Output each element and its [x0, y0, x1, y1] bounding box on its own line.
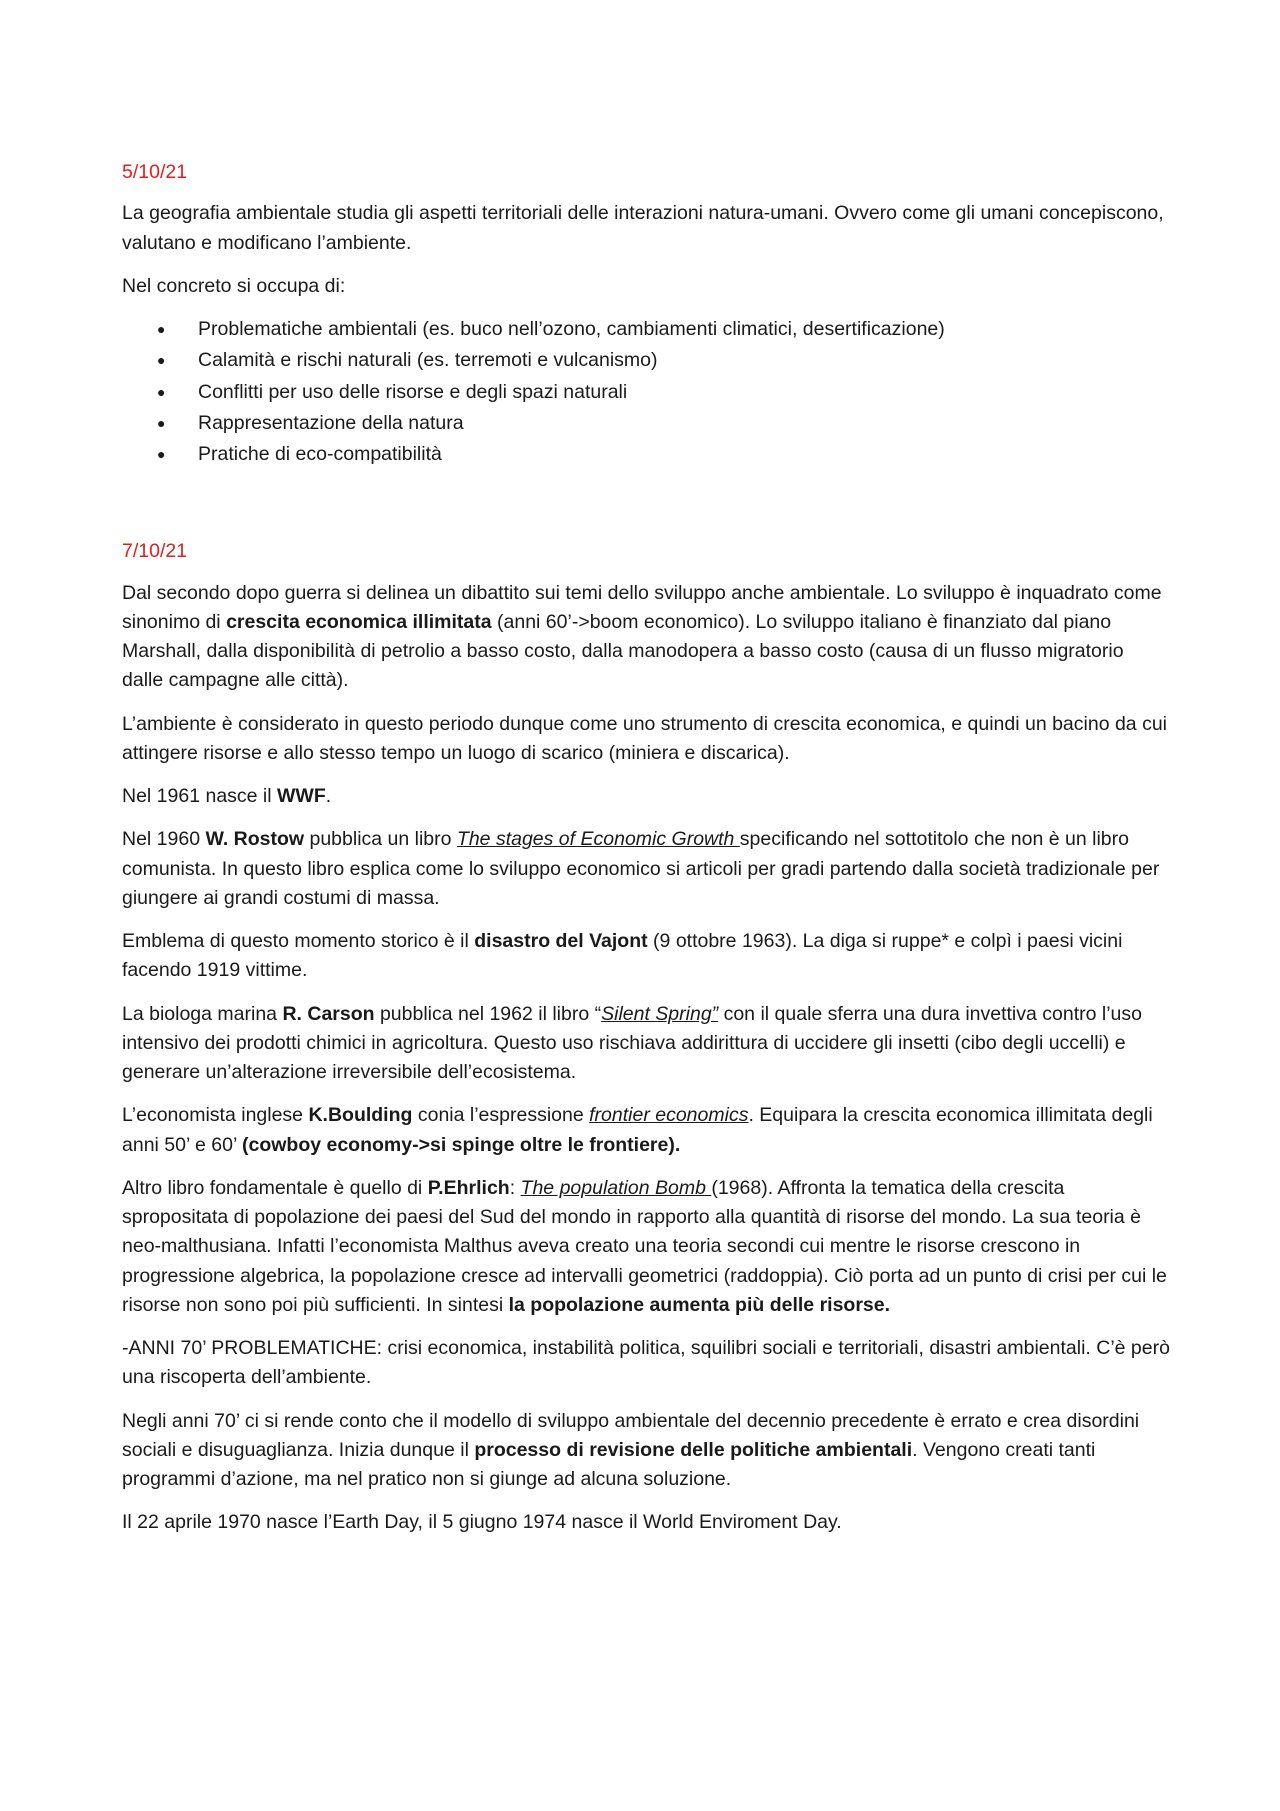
- term: frontier economics: [589, 1104, 749, 1127]
- text: con il quale sferra una dura invettiva contro l’uso intensivo dei prodotti chimici in agricoltura. Questo uso rischiava addirittura di uccidere gli insetti (cibo degli uccelli) e generare un’alterazione irreversibile dell’ecosistema.: [122, 1002, 1142, 1083]
- text: Nel 1961 nasce il: [122, 785, 278, 807]
- paragraph: [122, 782, 1170, 811]
- bold-text: P.Ehrlich: [427, 1176, 510, 1199]
- section-7-10-21: [122, 537, 1170, 1537]
- book-title: Silent Spring”: [601, 1002, 719, 1025]
- bold-text: K.Boulding: [308, 1104, 413, 1127]
- bold-text: W. Rostow: [205, 828, 305, 851]
- paragraph: -ANNI 70’ PROBLEMATICHE: crisi economica, instabilità politica, squilibri sociali e territoriali, disastri ambientali. C’è però una riscoperta dell’ambiente.: [122, 1337, 1170, 1389]
- text: :: [509, 1176, 521, 1199]
- bold-text: crescita economica illimitata: [226, 610, 492, 633]
- paragraph: [122, 1101, 1170, 1160]
- text: .: [325, 785, 332, 807]
- text: . Vengono creati tanti programmi d’azione, ma nel pratico non si giunge ad alcuna soluzione.: [122, 1438, 1096, 1490]
- paragraph: [122, 927, 1170, 986]
- list-item: ● Calamità e rischi naturali (es. terremoti e vulcanismo): [198, 346, 1170, 375]
- text: La biologa marina: [122, 1002, 283, 1025]
- text: Negli anni 70’ ci si rende conto che il modello di sviluppo ambientale del decennio precedente è errato e crea disordini sociali e disuguaglianza. Inizia dunque il: [122, 1409, 1140, 1461]
- text: conia l’espressione: [412, 1104, 590, 1127]
- paragraph: [122, 579, 1170, 696]
- text: Emblema di questo momento storico è il: [122, 930, 475, 952]
- text: Nel 1960: [122, 828, 206, 851]
- bold-text: (cowboy economy->si spinge oltre le frontiere).: [241, 1133, 681, 1156]
- paragraph: [122, 825, 1170, 913]
- text: (anni 60’->boom economico). Lo sviluppo italiano è finanziato dal piano Marshall, dalla disponibilità di petrolio a basso costo, dalla manodopera a basso costo (causa di un flusso migratorio dalle campagne alle città).: [122, 610, 1124, 692]
- text: . Equipara la crescita economica illimitata degli anni 50’ e 60’: [122, 1104, 1153, 1156]
- text: L’economista inglese: [122, 1104, 309, 1127]
- text: (9 ottobre 1963). La diga si ruppe* e colpì i paesi vicini facendo 1919 vittime.: [122, 930, 1123, 982]
- section-5-10-21: [122, 158, 1170, 469]
- section-date: 5/10/21: [122, 161, 188, 183]
- list-item: ● Conflitti per uso delle risorse e degli spazi naturali: [198, 378, 1170, 407]
- bold-text: processo di revisione delle politiche ambientali: [474, 1438, 913, 1461]
- paragraph: L’ambiente è considerato in questo periodo dunque come uno strumento di crescita economica, e quindi un bacino da cui attingere risorse e allo stesso tempo un luogo di scarico (miniera e discarica).: [122, 712, 1168, 764]
- bold-text: R. Carson: [282, 1002, 375, 1025]
- paragraph: [122, 1174, 1170, 1320]
- text: pubblica nel 1962 il libro “: [374, 1002, 602, 1025]
- section-date: 7/10/21: [122, 540, 188, 563]
- text: pubblica un libro: [304, 828, 457, 851]
- list-item: ● Rappresentazione della natura: [198, 409, 1170, 438]
- bullet-list: [122, 315, 1170, 469]
- book-title: The population Bomb: [520, 1176, 712, 1199]
- paragraph: La geografia ambientale studia gli aspetti territoriali delle interazioni natura-umani. Ovvero come gli umani concepiscono, valutano e modificano l’ambiente.: [122, 202, 1164, 254]
- paragraph: Il 22 aprile 1970 nasce l’Earth Day, il 5 giugno 1974 nasce il World Enviroment Day.: [122, 1511, 842, 1534]
- text: Dal secondo dopo guerra si delinea un dibattito sui temi dello sviluppo anche ambientale. Lo sviluppo è inquadrato come sinonimo di: [122, 581, 1162, 633]
- paragraph: [122, 1407, 1170, 1495]
- book-title: The stages of Economic Growth: [456, 828, 740, 851]
- bold-text: la popolazione aumenta più delle risorse.: [508, 1293, 891, 1316]
- paragraph: Nel concreto si occupa di:: [122, 274, 346, 297]
- list-item: ● Problematiche ambientali (es. buco nell’ozono, cambiamenti climatici, desertificazione): [198, 315, 1170, 344]
- paragraph: [122, 1000, 1170, 1088]
- list-item: ● Pratiche di eco-compatibilità: [198, 440, 1170, 469]
- bold-text: WWF: [277, 785, 326, 807]
- bold-text: disastro del Vajont: [474, 930, 648, 952]
- text: Altro libro fondamentale è quello di: [122, 1176, 428, 1199]
- text: specificando nel sottotitolo che non è un libro comunista. In questo libro esplica come lo sviluppo economico si articoli per gradi partendo dalla società tradizionale per giungere ai grandi costumi di massa.: [122, 828, 1160, 909]
- text: (1968). Affronta la tematica della crescita spropositata di popolazione dei paesi del Sud del mondo in rapporto alla quantità di risorse del mondo. La sua teoria è neo-malthusiana. Infatti l’economista Malthus aveva creato una teoria secondi cui mentre le risorse crescono in progressione algebrica, la popolazione cresce ad intervalli geometrici (raddoppia). Ciò porta ad un punto di crisi per cui le risorse non sono poi più sufficienti. In sintesi: [122, 1176, 1167, 1316]
